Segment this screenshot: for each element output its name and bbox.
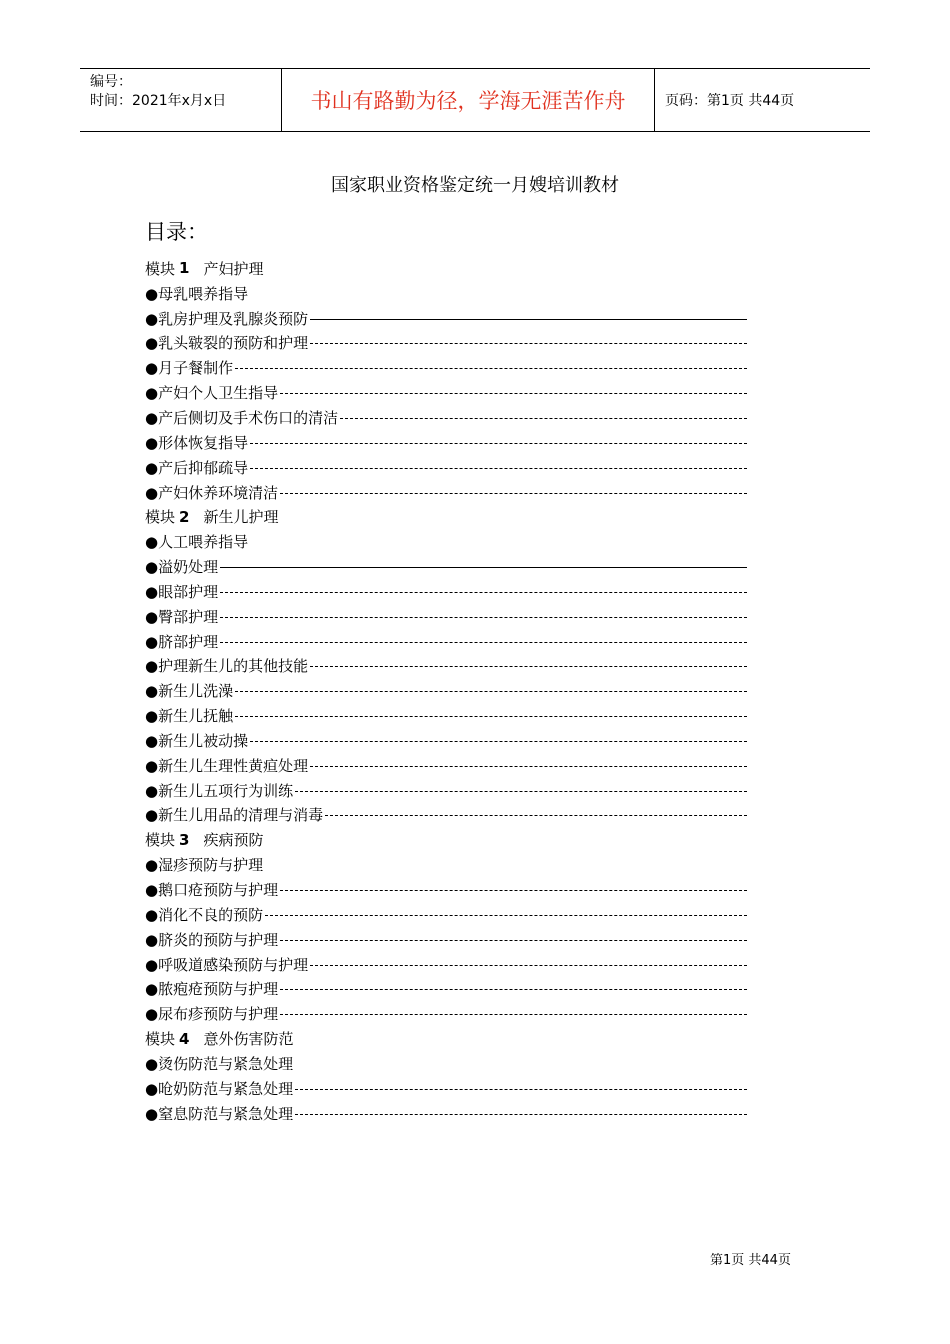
dot-leader (310, 965, 747, 966)
toc-item (145, 281, 747, 306)
toc-item (145, 579, 747, 604)
toc-item-label: ●呼吸道感染预防与护理 (145, 955, 309, 974)
dot-leader (310, 343, 747, 344)
toc-item-label: ●人工喂养指导 (145, 533, 249, 552)
module-title: 意外伤害防范 (203, 1030, 294, 1049)
document-title: 国家职业资格鉴定统一月嫂培训教材 (331, 175, 619, 196)
dot-leader (280, 890, 747, 891)
toc-item-label: ●护理新生儿的其他技能 (145, 657, 309, 676)
module-prefix: 模块 (145, 508, 176, 527)
header-page-info: 页码：第1页 共44页 (665, 93, 795, 109)
toc-item (145, 480, 747, 505)
toc-item-label: ●母乳喂养指导 (145, 284, 249, 303)
module-number: 1 (179, 259, 190, 278)
toc-item-label: ●产妇个人卫生指导 (145, 384, 279, 403)
toc-item (145, 902, 747, 927)
dot-leader (280, 940, 747, 941)
toc-item (145, 976, 747, 1001)
dot-leader (265, 915, 747, 916)
toc-item-label: ●臀部护理 (145, 607, 219, 626)
toc-item-label: ●新生儿生理性黄疸处理 (145, 756, 309, 775)
module-prefix: 模块 (145, 831, 176, 850)
toc-item-label: ●脐部护理 (145, 632, 219, 651)
toc-item-label: ●湿疹预防与护理 (145, 856, 264, 875)
dot-leader (310, 319, 747, 320)
code-label: 编号： (90, 74, 132, 90)
toc-item-label: ●消化不良的预防 (145, 905, 264, 924)
module-prefix: 模块 (145, 1030, 176, 1049)
toc-item (145, 355, 747, 380)
toc-item (145, 306, 747, 331)
toc-item (145, 927, 747, 952)
toc-item (145, 728, 747, 753)
toc-item (145, 753, 747, 778)
module-number: 2 (179, 507, 190, 526)
toc-module-heading (145, 504, 747, 529)
dot-leader (235, 716, 747, 717)
toc-item (145, 952, 747, 977)
module-title: 产妇护理 (203, 259, 264, 278)
toc-heading: 目录： (145, 220, 208, 244)
toc-item (145, 877, 747, 902)
dot-leader (310, 766, 747, 767)
dot-leader (250, 443, 747, 444)
dot-leader (220, 642, 747, 643)
toc-item-label: ●眼部护理 (145, 582, 219, 601)
toc-item-label: ●产后抑郁疏导 (145, 458, 249, 477)
module-number: 3 (179, 830, 190, 849)
dot-leader (235, 368, 747, 369)
dot-leader (340, 418, 747, 419)
module-title: 新生儿护理 (203, 508, 279, 527)
toc-item (145, 430, 747, 455)
dot-leader (235, 691, 747, 692)
toc-item-label: ●脐炎的预防与护理 (145, 930, 279, 949)
module-title: 疾病预防 (203, 831, 264, 850)
toc-item (145, 803, 747, 828)
dot-leader (220, 592, 747, 593)
toc-item-label: ●呛奶防范与紧急处理 (145, 1079, 294, 1098)
toc-item-label: ●窒息防范与紧急处理 (145, 1104, 294, 1123)
toc-item (145, 554, 747, 579)
toc-item-label: ●新生儿被动操 (145, 731, 249, 750)
toc-item (145, 405, 747, 430)
dot-leader (220, 567, 747, 568)
toc-item-label: ●新生儿抚触 (145, 707, 234, 726)
toc-item (145, 1076, 747, 1101)
toc-item-label: ●乳房护理及乳腺炎预防 (145, 309, 309, 328)
toc-item-label: ●尿布疹预防与护理 (145, 1005, 279, 1024)
dot-leader (325, 815, 747, 816)
header-motto: 书山有路勤为径，学海无涯苦作舟 (282, 69, 655, 131)
toc-item-label: ●溢奶处理 (145, 558, 219, 577)
dot-leader (280, 989, 747, 990)
toc-item-label: ●乳头皲裂的预防和护理 (145, 334, 309, 353)
toc-module-heading (145, 256, 747, 281)
dot-leader (250, 468, 747, 469)
toc-module-heading (145, 827, 747, 852)
toc-item (145, 703, 747, 728)
module-prefix: 模块 (145, 259, 176, 278)
page-footer: 第1页 共44页 (710, 1253, 791, 1268)
toc-item-label: ●新生儿洗澡 (145, 682, 234, 701)
dot-leader (295, 1089, 747, 1090)
dot-leader (295, 1114, 747, 1115)
header-meta-cell (80, 69, 282, 131)
toc-item (145, 852, 747, 877)
table-of-contents (145, 256, 747, 1126)
toc-item (145, 1051, 747, 1076)
toc-item (145, 529, 747, 554)
toc-item-label: ●新生儿五项行为训练 (145, 781, 294, 800)
toc-item (145, 678, 747, 703)
toc-item-label: ●形体恢复指导 (145, 433, 249, 452)
time-label: 时间：2021年x月x日 (90, 93, 227, 109)
dot-leader (280, 493, 747, 494)
toc-item (145, 1001, 747, 1026)
toc-item (145, 331, 747, 356)
toc-item (145, 654, 747, 679)
dot-leader (310, 666, 747, 667)
dot-leader (250, 741, 747, 742)
dot-leader (280, 393, 747, 394)
toc-item-label: ●产后侧切及手术伤口的清洁 (145, 408, 339, 427)
toc-item-label: ●烫伤防范与紧急处理 (145, 1054, 294, 1073)
dot-leader (220, 617, 747, 618)
toc-item-label: ●脓疱疮预防与护理 (145, 980, 279, 999)
toc-item (145, 629, 747, 654)
toc-item (145, 778, 747, 803)
toc-item (145, 604, 747, 629)
page-header (80, 68, 870, 132)
dot-leader (295, 791, 747, 792)
toc-item-label: ●新生儿用品的清理与消毒 (145, 806, 324, 825)
toc-item (145, 1101, 747, 1126)
toc-item (145, 455, 747, 480)
module-number: 4 (179, 1029, 190, 1048)
toc-item-label: ●月子餐制作 (145, 359, 234, 378)
toc-item-label: ●产妇休养环境清洁 (145, 483, 279, 502)
dot-leader (280, 1014, 747, 1015)
toc-module-heading (145, 1026, 747, 1051)
toc-item-label: ●鹅口疮预防与护理 (145, 881, 279, 900)
toc-item (145, 380, 747, 405)
